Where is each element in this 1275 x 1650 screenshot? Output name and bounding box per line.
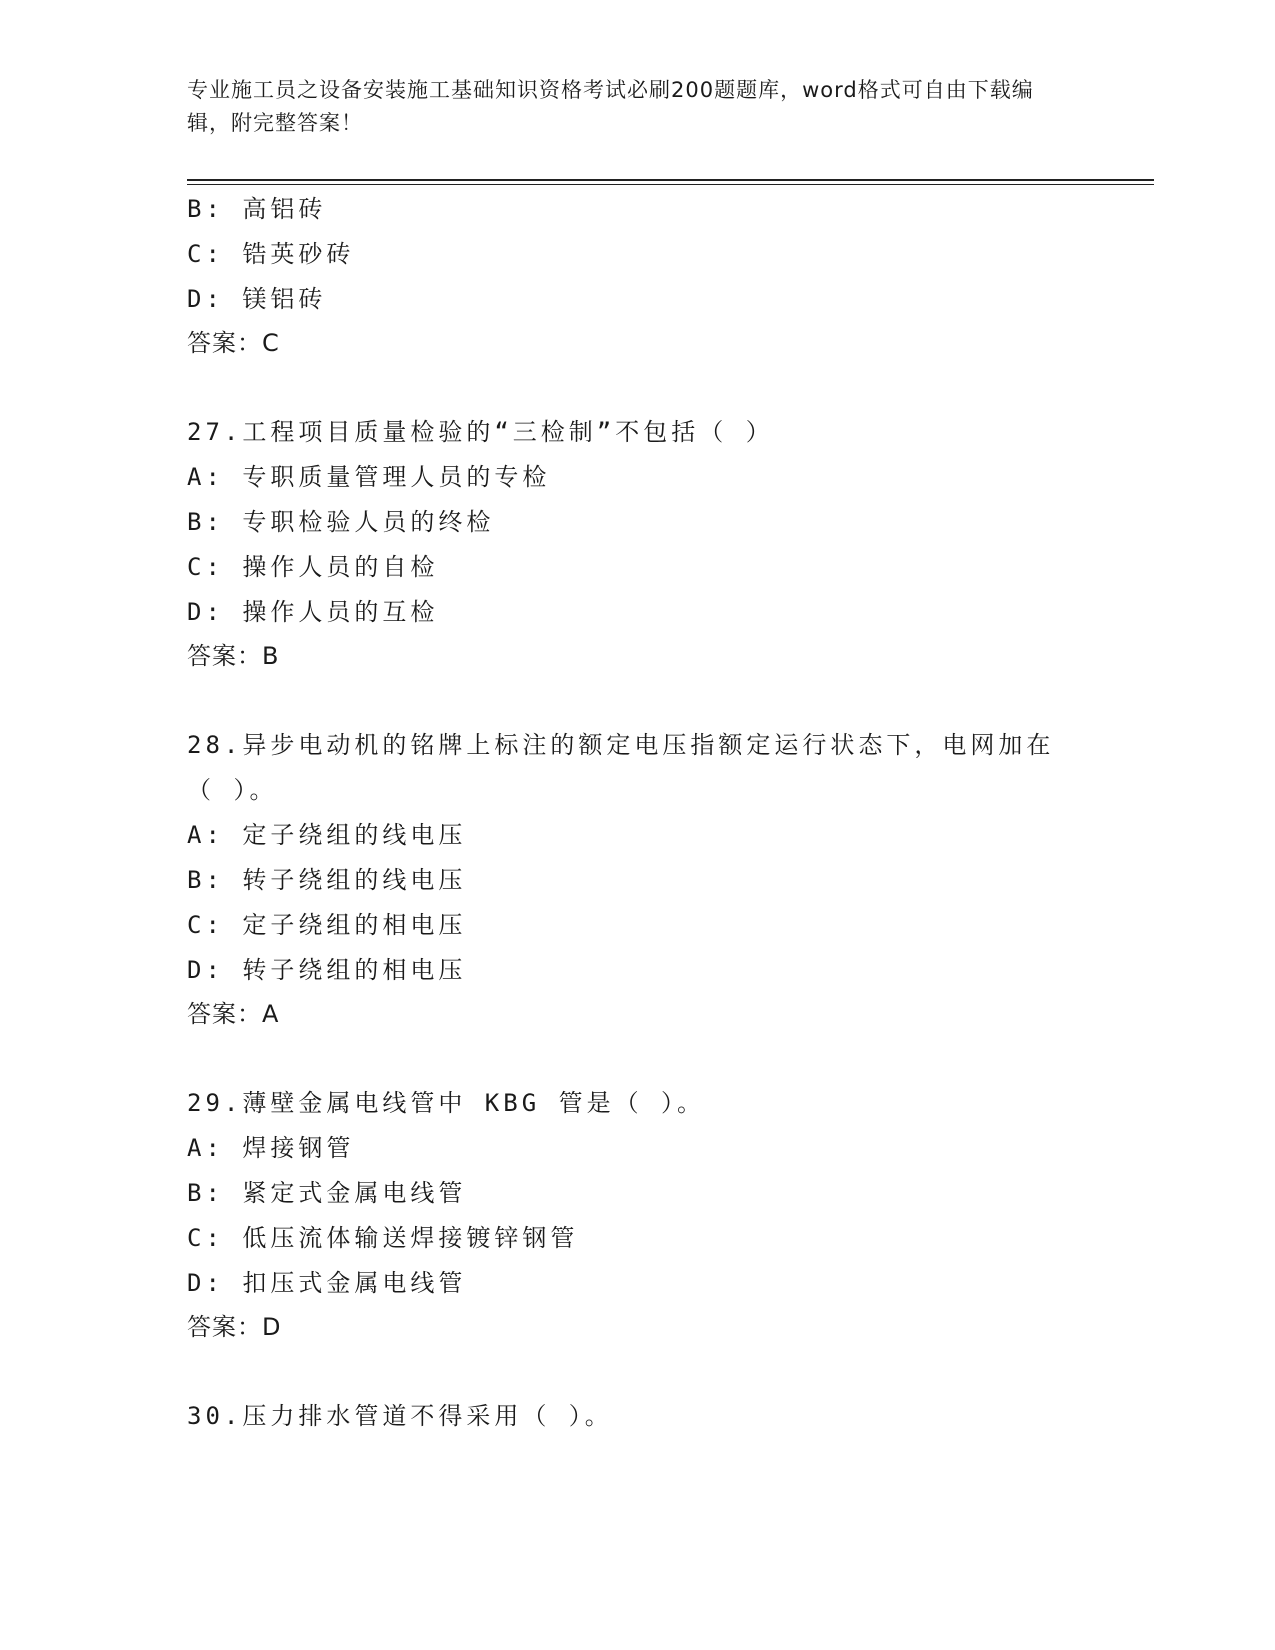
q28-option-d: D: 转子绕组的相电压 [187,956,467,984]
q29-answer: 答案：D [187,1313,282,1341]
q27-option-a: A: 专职质量管理人员的专检 [187,463,551,491]
document-header: 专业施工员之设备安装施工基础知识资格考试必刷200题题库，word格式可自由下载编辑，附完整答案！ [187,78,1034,135]
q27-option-c: C: 操作人员的自检 [187,553,439,581]
q27-answer: 答案：B [187,642,280,670]
q28-option-b: B: 转子绕组的线电压 [187,866,467,894]
q29-option-a: A: 焊接钢管 [187,1134,355,1162]
q26-option-b: B: 高铝砖 [187,195,327,223]
q29-option-d: D: 扣压式金属电线管 [187,1269,467,1297]
q26-option-c: C: 锆英砂砖 [187,240,355,268]
q28-option-a: A: 定子绕组的线电压 [187,821,467,849]
q30-question: 30.压力排水管道不得采用（ ）。 [187,1402,613,1430]
q26-option-d: D: 镁铝砖 [187,285,327,313]
header-divider-thin [187,184,1154,185]
header-divider-thick [187,179,1154,181]
q28-question-line2: （ ）。 [187,776,278,804]
q28-answer: 答案：A [187,1000,280,1028]
q26-answer: 答案：C [187,329,280,357]
q29-question: 29.薄壁金属电线管中 KBG 管是（ ）。 [187,1089,706,1117]
q28-option-c: C: 定子绕组的相电压 [187,911,467,939]
q27-question: 27.工程项目质量检验的“三检制”不包括（ ） [187,418,774,446]
q27-option-d: D: 操作人员的互检 [187,598,439,626]
q29-option-c: C: 低压流体输送焊接镀锌钢管 [187,1224,579,1252]
q29-option-b: B: 紧定式金属电线管 [187,1179,467,1207]
q27-option-b: B: 专职检验人员的终检 [187,508,495,536]
q28-question-line1: 28.异步电动机的铭牌上标注的额定电压指额定运行状态下，电网加在 [187,731,1055,759]
